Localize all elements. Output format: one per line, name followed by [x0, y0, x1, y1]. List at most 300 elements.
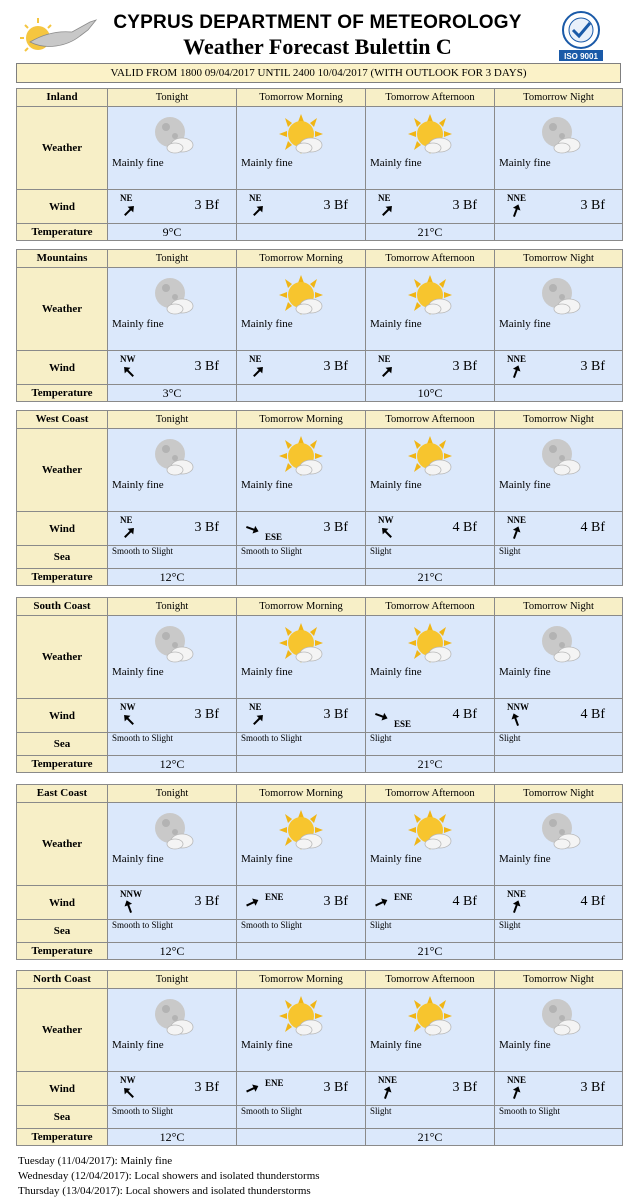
wind-direction: NNE [507, 193, 527, 203]
wind-arrow-icon [509, 713, 523, 727]
wind-direction: NNE [378, 1075, 398, 1085]
weather-text: Mainly fine [499, 479, 551, 491]
temperature-empty [237, 385, 366, 402]
wind-direction: NE [249, 193, 262, 203]
wind-cell [495, 351, 623, 385]
period-header: Tomorrow Night [495, 598, 623, 616]
period-header: Tomorrow Night [495, 785, 623, 803]
moon-cloud-icon [535, 434, 585, 482]
weather-text: Mainly fine [112, 853, 164, 865]
wind-arrow-icon [374, 896, 388, 910]
temperature-empty [495, 1129, 623, 1146]
wind-direction: NNE [507, 889, 527, 899]
temperature-label: Temperature [17, 943, 108, 960]
wind-speed: 3 Bf [194, 359, 219, 374]
forecast-table [16, 597, 623, 773]
wind-label: Wind [17, 699, 108, 733]
wind-speed: 3 Bf [194, 707, 219, 722]
wind-label: Wind [17, 1072, 108, 1106]
weather-row [17, 803, 623, 886]
wind-arrow-icon [251, 365, 265, 379]
period-header: Tonight [108, 411, 237, 429]
wind-arrow-icon [509, 365, 523, 379]
weather-cell [108, 268, 237, 351]
outlook-line: Thursday (13/04/2017): Local showers and isolated thunderstorms [18, 1185, 311, 1197]
temperature-label: Temperature [17, 569, 108, 586]
weather-text: Mainly fine [499, 853, 551, 865]
weather-cell [495, 268, 623, 351]
wind-direction: NW [120, 1075, 136, 1085]
wind-row [17, 1072, 623, 1106]
period-header-row [17, 785, 623, 803]
weather-cell [366, 107, 495, 190]
temperature-row [17, 1129, 623, 1146]
period-header: Tomorrow Night [495, 411, 623, 429]
temperature-label: Temperature [17, 756, 108, 773]
weather-cell [237, 268, 366, 351]
period-header: Tomorrow Afternoon [366, 785, 495, 803]
wind-row [17, 512, 623, 546]
wind-speed: 3 Bf [323, 359, 348, 374]
temperature-value: 3°C [108, 385, 237, 402]
region-section [16, 970, 622, 1146]
weather-cell [237, 803, 366, 886]
period-header-row [17, 89, 623, 107]
wind-cell [237, 190, 366, 224]
weather-text: Mainly fine [241, 479, 293, 491]
period-header: Tomorrow Night [495, 89, 623, 107]
wind-row [17, 190, 623, 224]
forecast-table [16, 249, 623, 402]
outlook-line: Wednesday (12/04/2017): Local showers and isolated thunderstorms [18, 1170, 320, 1182]
weather-cell [495, 429, 623, 512]
wind-arrow-icon [509, 1086, 523, 1100]
wind-row [17, 886, 623, 920]
wind-speed: 3 Bf [452, 198, 477, 213]
sea-row [17, 546, 623, 569]
weather-cell [366, 429, 495, 512]
temperature-value: 21°C [366, 1129, 495, 1146]
wind-speed: 4 Bf [580, 520, 605, 535]
weather-text: Mainly fine [370, 318, 422, 330]
period-header: Tonight [108, 971, 237, 989]
forecast-table [16, 784, 623, 960]
wind-arrow-icon [251, 204, 265, 218]
wind-direction: NNW [507, 702, 529, 712]
weather-cell [366, 989, 495, 1072]
weather-text: Mainly fine [112, 157, 164, 169]
temperature-value: 21°C [366, 224, 495, 241]
sea-state: Slight [366, 546, 495, 569]
period-header-row [17, 250, 623, 268]
period-header: Tomorrow Afternoon [366, 971, 495, 989]
wind-cell [495, 190, 623, 224]
wind-arrow-icon [509, 204, 523, 218]
region-section [16, 249, 622, 402]
region-section [16, 88, 622, 241]
temperature-empty [495, 756, 623, 773]
weather-row [17, 989, 623, 1072]
period-header: Tomorrow Afternoon [366, 250, 495, 268]
temperature-empty [237, 1129, 366, 1146]
wind-speed: 3 Bf [580, 198, 605, 213]
weather-text: Mainly fine [499, 157, 551, 169]
wind-cell [366, 512, 495, 546]
weather-text: Mainly fine [241, 853, 293, 865]
wind-speed: 3 Bf [323, 198, 348, 213]
wind-direction: NE [249, 354, 262, 364]
period-header: Tomorrow Morning [237, 598, 366, 616]
weather-cell [108, 803, 237, 886]
wind-speed: 3 Bf [323, 894, 348, 909]
wind-cell [366, 886, 495, 920]
temperature-value: 9°C [108, 224, 237, 241]
period-header: Tomorrow Morning [237, 250, 366, 268]
wind-direction: ESE [265, 532, 283, 542]
wind-label: Wind [17, 190, 108, 224]
wind-direction: NE [378, 354, 391, 364]
temperature-value: 12°C [108, 943, 237, 960]
wind-cell [495, 1072, 623, 1106]
weather-cell [237, 107, 366, 190]
temperature-label: Temperature [17, 224, 108, 241]
temperature-value: 21°C [366, 943, 495, 960]
forecast-table [16, 410, 623, 586]
sun-cloud-icon [406, 994, 456, 1042]
weather-row [17, 429, 623, 512]
temperature-value: 12°C [108, 1129, 237, 1146]
temperature-value: 21°C [366, 569, 495, 586]
sea-state: Slight [495, 733, 623, 756]
moon-cloud-icon [148, 434, 198, 482]
temperature-empty [495, 569, 623, 586]
sun-cloud-icon [277, 112, 327, 160]
wind-row [17, 699, 623, 733]
wind-cell [237, 351, 366, 385]
sun-cloud-icon [277, 434, 327, 482]
wind-speed: 4 Bf [452, 520, 477, 535]
wind-arrow-icon [245, 1082, 259, 1096]
outlook-line: Tuesday (11/04/2017): Mainly fine [18, 1155, 173, 1167]
forecast-table [16, 970, 623, 1146]
weather-text: Mainly fine [241, 157, 293, 169]
temperature-row [17, 569, 623, 586]
wind-direction: NE [249, 702, 262, 712]
weather-label: Weather [17, 268, 108, 351]
period-header: Tomorrow Morning [237, 971, 366, 989]
wind-arrow-icon [122, 1086, 136, 1100]
temperature-empty [495, 385, 623, 402]
wind-label: Wind [17, 886, 108, 920]
moon-cloud-icon [148, 273, 198, 321]
page-header [0, 0, 635, 62]
sun-cloud-icon [406, 808, 456, 856]
wind-speed: 3 Bf [323, 1080, 348, 1095]
wind-arrow-icon [509, 526, 523, 540]
wind-direction: NNE [507, 1075, 527, 1085]
period-header: Tomorrow Afternoon [366, 89, 495, 107]
moon-cloud-icon [535, 994, 585, 1042]
wind-cell [237, 512, 366, 546]
wind-cell [495, 512, 623, 546]
period-header: Tomorrow Morning [237, 785, 366, 803]
wind-label: Wind [17, 351, 108, 385]
validity-bar: VALID FROM 1800 09/04/2017 UNTIL 2400 10/04/2017 (WITH OUTLOOK FOR 3 DAYS) [16, 63, 621, 83]
weather-text: Mainly fine [370, 853, 422, 865]
wind-cell [495, 699, 623, 733]
sun-cloud-icon [277, 621, 327, 669]
sea-label: Sea [17, 920, 108, 943]
temperature-row [17, 756, 623, 773]
wind-direction: ESE [394, 719, 412, 729]
wind-cell [366, 190, 495, 224]
wind-cell [108, 190, 237, 224]
wind-speed: 3 Bf [323, 520, 348, 535]
period-header-row [17, 971, 623, 989]
iso-label: ISO 9001 [564, 52, 598, 61]
wind-direction: NE [120, 515, 133, 525]
weather-label: Weather [17, 107, 108, 190]
weather-cell [108, 616, 237, 699]
wind-speed: 3 Bf [580, 1080, 605, 1095]
sea-state: Smooth to Slight [237, 733, 366, 756]
wind-direction: NW [120, 354, 136, 364]
weather-text: Mainly fine [112, 479, 164, 491]
sea-label: Sea [17, 546, 108, 569]
wind-cell [366, 699, 495, 733]
wind-speed: 4 Bf [452, 707, 477, 722]
wind-direction: NNE [507, 354, 527, 364]
temperature-row [17, 385, 623, 402]
temperature-value: 10°C [366, 385, 495, 402]
weather-cell [237, 989, 366, 1072]
sea-state: Smooth to Slight [495, 1106, 623, 1129]
weather-cell [495, 616, 623, 699]
wind-arrow-icon [374, 709, 388, 723]
weather-cell [237, 616, 366, 699]
moon-cloud-icon [148, 621, 198, 669]
weather-text: Mainly fine [370, 1039, 422, 1051]
sea-state: Slight [366, 1106, 495, 1129]
wind-direction: NE [378, 193, 391, 203]
organization-title: CYPRUS DEPARTMENT OF METEOROLOGY [113, 12, 522, 33]
wind-speed: 3 Bf [194, 520, 219, 535]
weather-cell [366, 803, 495, 886]
wind-row [17, 351, 623, 385]
period-header: Tonight [108, 785, 237, 803]
wind-arrow-icon [251, 713, 265, 727]
weather-row [17, 268, 623, 351]
wind-direction: ENE [265, 1078, 284, 1088]
weather-text: Mainly fine [370, 666, 422, 678]
weather-text: Mainly fine [241, 1039, 293, 1051]
wind-cell [366, 1072, 495, 1106]
weather-text: Mainly fine [499, 318, 551, 330]
temperature-label: Temperature [17, 1129, 108, 1146]
temperature-value: 12°C [108, 569, 237, 586]
sun-cloud-icon [406, 434, 456, 482]
weather-cell [108, 107, 237, 190]
weather-cell [366, 616, 495, 699]
wind-cell [108, 1072, 237, 1106]
temperature-empty [237, 756, 366, 773]
weather-cell [237, 429, 366, 512]
wind-arrow-icon [509, 900, 523, 914]
wind-arrow-icon [122, 365, 136, 379]
wind-cell [495, 886, 623, 920]
weather-text: Mainly fine [499, 1039, 551, 1051]
document-title: Weather Forecast Bulettin C [183, 34, 452, 59]
period-header: Tomorrow Afternoon [366, 598, 495, 616]
wind-label: Wind [17, 512, 108, 546]
period-header-row [17, 411, 623, 429]
weather-label: Weather [17, 429, 108, 512]
wind-speed: 3 Bf [194, 1080, 219, 1095]
sea-state: Smooth to Slight [108, 1106, 237, 1129]
sea-state: Slight [366, 733, 495, 756]
weather-label: Weather [17, 803, 108, 886]
sea-label: Sea [17, 733, 108, 756]
sea-row [17, 733, 623, 756]
wind-direction: NE [120, 193, 133, 203]
sea-state: Smooth to Slight [108, 546, 237, 569]
region-name: West Coast [17, 411, 108, 429]
sea-state: Smooth to Slight [237, 546, 366, 569]
weather-text: Mainly fine [499, 666, 551, 678]
sun-cloud-icon [406, 273, 456, 321]
temperature-value: 21°C [366, 756, 495, 773]
wind-cell [108, 886, 237, 920]
temperature-empty [237, 224, 366, 241]
sea-row [17, 920, 623, 943]
outlook-footer [18, 1154, 320, 1199]
sea-state: Smooth to Slight [237, 1106, 366, 1129]
wind-direction: ENE [394, 892, 413, 902]
region-name: Inland [17, 89, 108, 107]
sea-state: Slight [495, 546, 623, 569]
weather-row [17, 107, 623, 190]
weather-text: Mainly fine [370, 479, 422, 491]
weather-label: Weather [17, 989, 108, 1072]
period-header-row [17, 598, 623, 616]
period-header: Tonight [108, 598, 237, 616]
region-name: East Coast [17, 785, 108, 803]
wind-speed: 3 Bf [194, 198, 219, 213]
period-header: Tomorrow Night [495, 250, 623, 268]
sea-label: Sea [17, 1106, 108, 1129]
sea-row [17, 1106, 623, 1129]
wind-direction: NW [120, 702, 136, 712]
temperature-empty [495, 224, 623, 241]
sun-cloud-icon [406, 112, 456, 160]
weather-row [17, 616, 623, 699]
sea-state: Slight [366, 920, 495, 943]
wind-arrow-icon [122, 526, 136, 540]
wind-arrow-icon [380, 1086, 394, 1100]
period-header: Tomorrow Afternoon [366, 411, 495, 429]
region-name: Mountains [17, 250, 108, 268]
sea-state: Smooth to Slight [108, 733, 237, 756]
weather-cell [495, 107, 623, 190]
region-section [16, 784, 622, 960]
weather-text: Mainly fine [112, 318, 164, 330]
temperature-value: 12°C [108, 756, 237, 773]
wind-speed: 4 Bf [580, 707, 605, 722]
period-header: Tomorrow Night [495, 971, 623, 989]
weather-label: Weather [17, 616, 108, 699]
wind-speed: 3 Bf [452, 359, 477, 374]
region-section [16, 597, 622, 773]
wind-cell [108, 351, 237, 385]
wind-cell [237, 886, 366, 920]
wind-speed: 4 Bf [580, 894, 605, 909]
moon-cloud-icon [535, 112, 585, 160]
moon-cloud-icon [535, 621, 585, 669]
wind-arrow-icon [380, 526, 394, 540]
wind-arrow-icon [122, 713, 136, 727]
sea-state: Smooth to Slight [108, 920, 237, 943]
wind-arrow-icon [380, 365, 394, 379]
period-header: Tonight [108, 89, 237, 107]
temperature-empty [237, 569, 366, 586]
weather-text: Mainly fine [370, 157, 422, 169]
weather-text: Mainly fine [241, 318, 293, 330]
weather-cell [366, 268, 495, 351]
wind-arrow-icon [122, 204, 136, 218]
period-header: Tomorrow Morning [237, 89, 366, 107]
weather-cell [495, 803, 623, 886]
wind-cell [108, 512, 237, 546]
region-name: South Coast [17, 598, 108, 616]
region-section [16, 410, 622, 586]
period-header: Tonight [108, 250, 237, 268]
temperature-empty [237, 943, 366, 960]
forecast-table [16, 88, 623, 241]
period-header: Tomorrow Morning [237, 411, 366, 429]
moon-cloud-icon [535, 808, 585, 856]
weather-text: Mainly fine [241, 666, 293, 678]
weather-cell [108, 989, 237, 1072]
wind-direction: NNE [507, 515, 527, 525]
wind-arrow-icon [245, 896, 259, 910]
temperature-empty [495, 943, 623, 960]
sun-cloud-icon [277, 808, 327, 856]
moon-cloud-icon [535, 273, 585, 321]
sea-state: Slight [495, 920, 623, 943]
iso-certification-logo-icon [557, 10, 605, 62]
region-name: North Coast [17, 971, 108, 989]
wind-speed: 4 Bf [452, 894, 477, 909]
wind-direction: NNW [120, 889, 142, 899]
wind-direction: NW [378, 515, 394, 525]
sun-cloud-icon [277, 273, 327, 321]
wind-cell [237, 1072, 366, 1106]
moon-cloud-icon [148, 994, 198, 1042]
wind-arrow-icon [380, 204, 394, 218]
wind-speed: 3 Bf [323, 707, 348, 722]
wind-speed: 3 Bf [580, 359, 605, 374]
wind-cell [366, 351, 495, 385]
weather-text: Mainly fine [112, 666, 164, 678]
weather-cell [108, 429, 237, 512]
sun-cloud-icon [406, 621, 456, 669]
sea-state: Smooth to Slight [237, 920, 366, 943]
moon-cloud-icon [148, 112, 198, 160]
weather-cell [495, 989, 623, 1072]
wind-cell [108, 699, 237, 733]
wind-speed: 3 Bf [194, 894, 219, 909]
wind-direction: ENE [265, 892, 284, 902]
